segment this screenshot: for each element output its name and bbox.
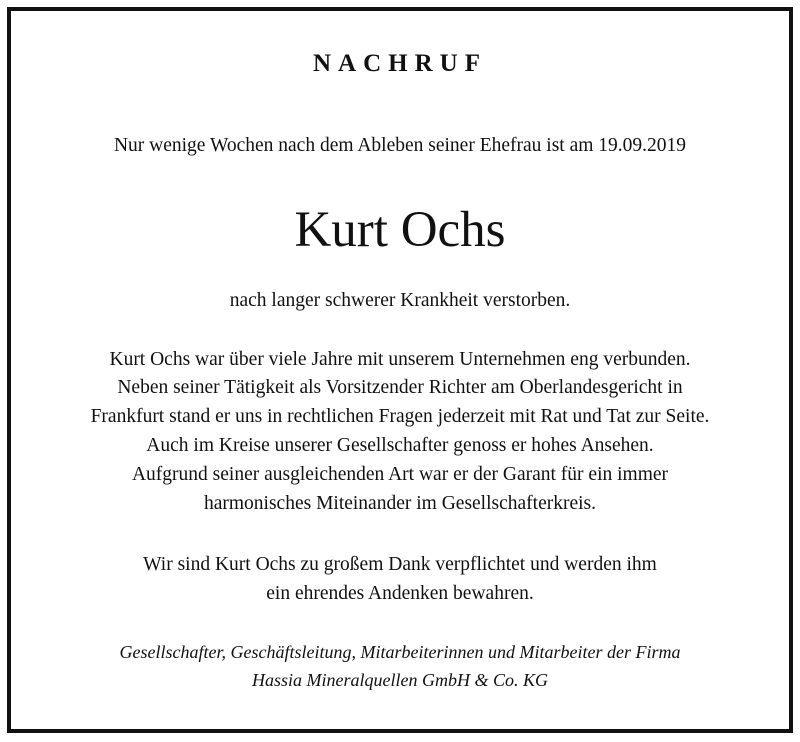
paragraph-line-6: harmonisches Miteinander im Gesellschafterkreis. [203,493,597,514]
paragraph-line-5: Aufgrund seiner ausgleichenden Art war er der Garant für ein immer [131,464,669,485]
notice-heading: NACHRUF [313,50,487,77]
signature-line-2: Hassia Mineralquellen GmbH & Co. KG [252,670,548,690]
paragraph-line-1: Kurt Ochs war über viele Jahre mit unserem Unternehmen eng verbunden. [109,349,691,370]
signature-line-1: Gesellschafter, Geschäftsleitung, Mitarbeiterinnen und Mitarbeiter der Firma [119,642,681,662]
thanks-line-2: ein ehrendes Andenken bewahren. [266,583,534,604]
paragraph-line-3: Frankfurt stand er uns in rechtlichen Fragen jederzeit mit Rat und Tat zur Seite. [90,406,710,427]
thanks-line-1: Wir sind Kurt Ochs zu großem Dank verpflichtet und werden ihm [143,554,657,575]
paragraph-line-4: Auch im Kreise unserer Gesellschafter genoss er hohes Ansehen. [146,435,654,456]
deceased-name: Kurt Ochs [294,202,506,258]
death-statement: nach langer schwerer Krankheit verstorben. [229,290,571,311]
paragraph-line-2: Neben seiner Tätigkeit als Vorsitzender Richter am Oberlandesgericht in [117,377,683,398]
intro-text: Nur wenige Wochen nach dem Ableben seiner Ehefrau ist am 19.09.2019 [113,135,687,156]
